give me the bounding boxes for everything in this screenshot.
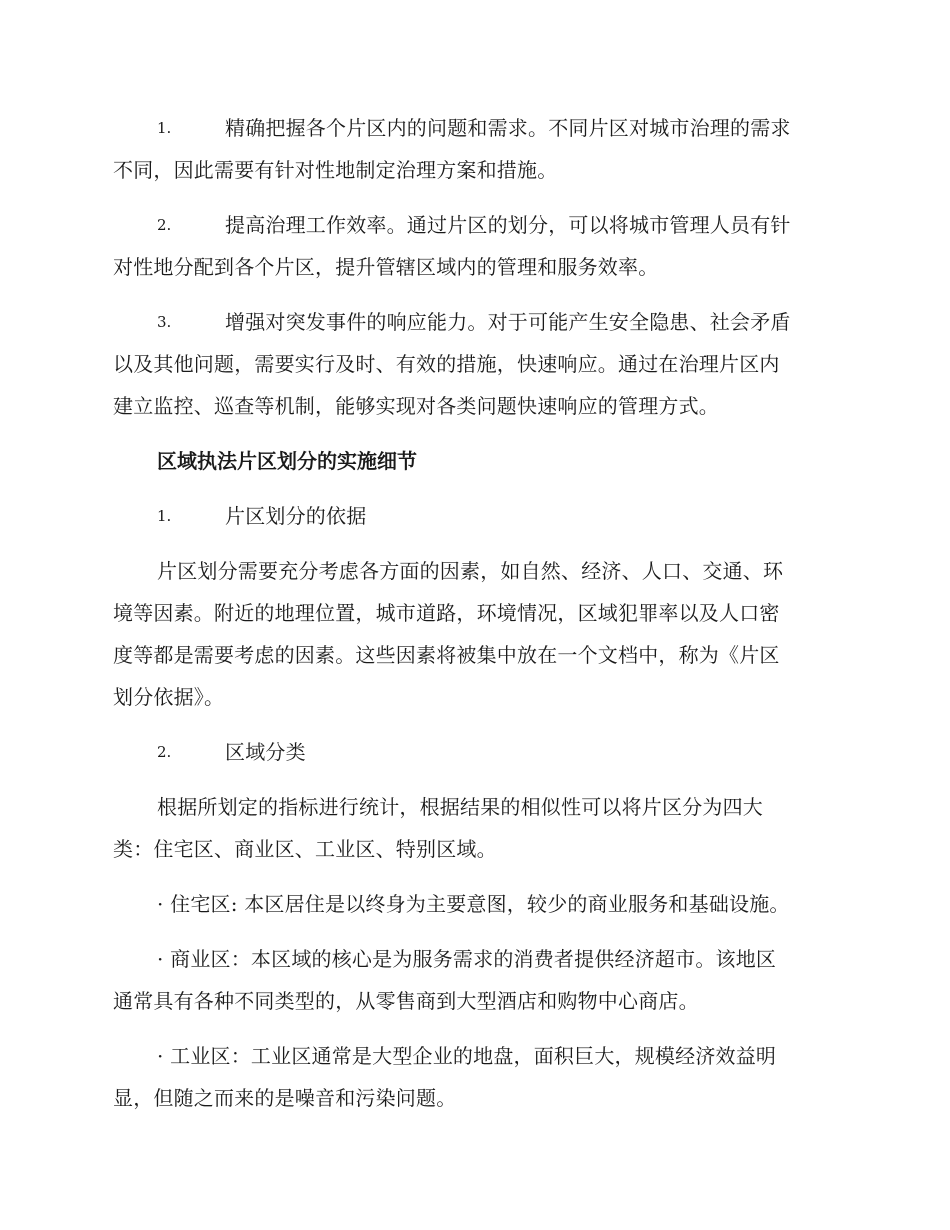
bullet-item-continued: 通常具有各种不同类型的，从零售商到大型酒店和购物中心商店。 [113, 989, 699, 1013]
subsection-number: 1. [157, 507, 172, 525]
section-heading: 区域执法片区划分的实施细节 [157, 449, 417, 473]
list-item-text: 增强对突发事件的响应能力。对于可能产生安全隐患、社会矛盾 [225, 310, 791, 334]
bullet-item: · 住宅区: 本区居住是以终身为主要意图，较少的商业服务和基础设施。 [157, 892, 790, 916]
list-number: 3. [157, 313, 172, 331]
paragraph-text: 根据所划定的指标进行统计，根据结果的相似性可以将片区分为四大 [157, 795, 763, 819]
paragraph-text: 度等都是需要考虑的因素。这些因素将被集中放在一个文档中，称为《片区 [113, 643, 780, 667]
paragraph-text: 划分依据》。 [113, 685, 225, 709]
list-item-text: 精确把握各个片区内的问题和需求。不同片区对城市治理的需求 [225, 116, 791, 140]
list-number: 2. [157, 216, 172, 234]
subsection-number: 2. [157, 743, 172, 761]
subsection-title: 区域分类 [225, 740, 306, 764]
bullet-item: · 工业区：工业区通常是大型企业的地盘，面积巨大，规模经济效益明 [157, 1044, 777, 1068]
list-item-text: 建立监控、巡查等机制，能够实现对各类问题快速响应的管理方式。 [113, 394, 719, 418]
bullet-item: · 商业区：本区域的核心是为服务需求的消费者提供经济超市。该地区 [157, 947, 777, 971]
paragraph-text: 境等因素。附近的地理位置，城市道路，环境情况，区域犯罪率以及人口密 [113, 601, 780, 625]
paragraph-text: 片区划分需要充分考虑各方面的因素，如自然、经济、人口、交通、环 [157, 559, 784, 583]
list-item-text: 提高治理工作效率。通过片区的划分，可以将城市管理人员有针 [225, 213, 791, 237]
paragraph-text: 类：住宅区、商业区、工业区、特别区域。 [113, 837, 497, 861]
bullet-item-continued: 显，但随之而来的是噪音和污染问题。 [113, 1086, 457, 1110]
subsection-title: 片区划分的依据 [225, 504, 367, 528]
list-item-text: 以及其他问题，需要实行及时、有效的措施，快速响应。通过在治理片区内 [113, 352, 780, 376]
list-number: 1. [157, 119, 172, 137]
list-item-text: 不同，因此需要有针对性地制定治理方案和措施。 [113, 158, 558, 182]
list-item-text: 对性地分配到各个片区，提升管辖区域内的管理和服务效率。 [113, 255, 659, 279]
